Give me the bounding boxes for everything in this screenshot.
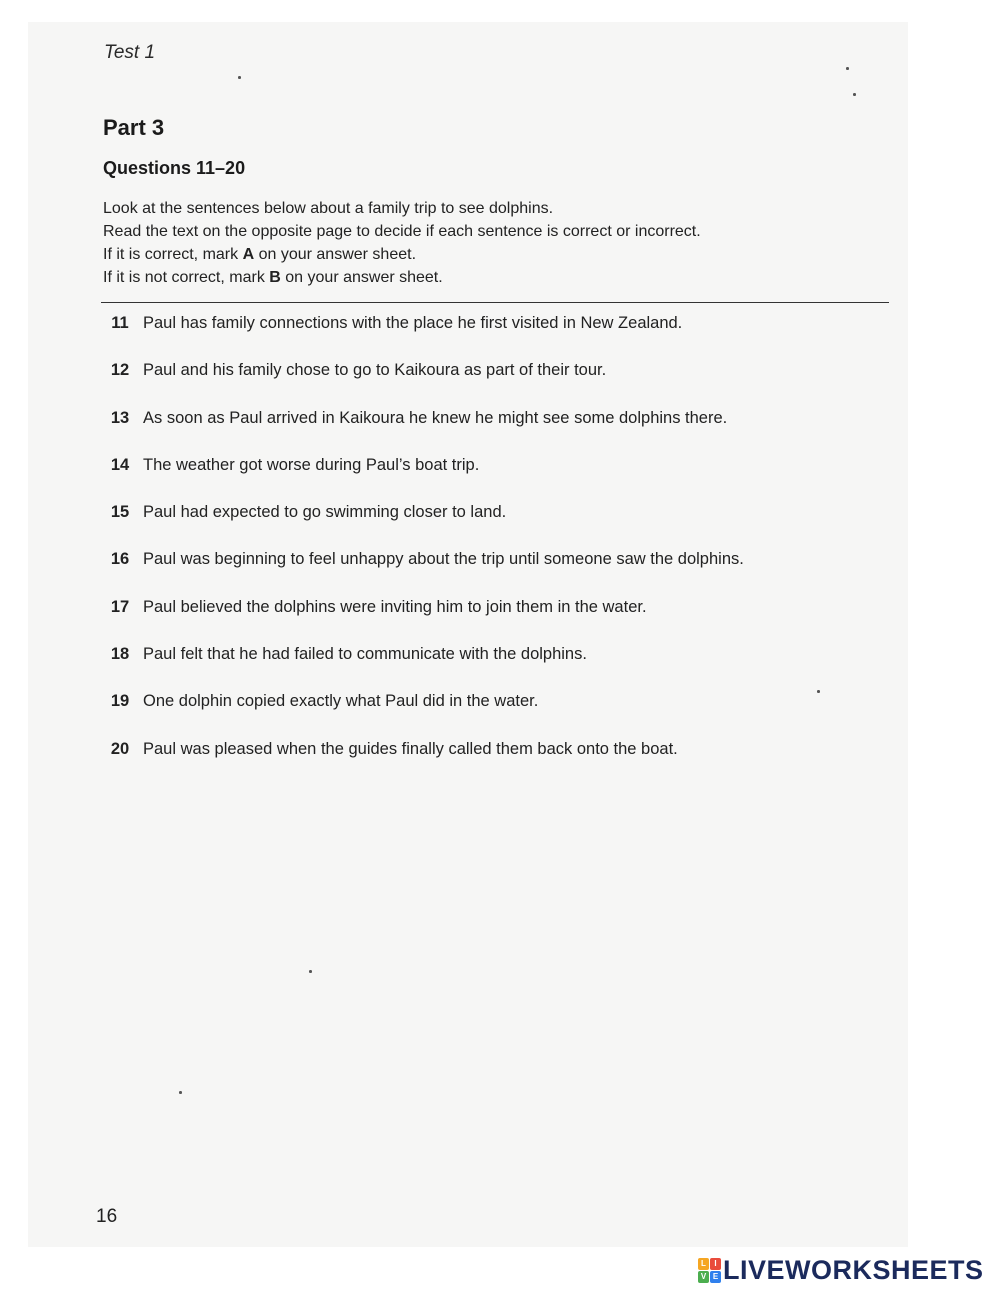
- instruction-text: If it is not correct, mark: [103, 269, 270, 286]
- question-item: [97, 409, 897, 456]
- question-number: 15: [110, 503, 130, 522]
- question-text: Paul was pleased when the guides finally called them back onto the boat.: [143, 739, 678, 758]
- question-number: 16: [110, 550, 130, 569]
- scan-speck: [179, 1091, 182, 1094]
- liveworksheets-watermark: [698, 1255, 984, 1285]
- scan-speck: [853, 93, 856, 96]
- scan-speck: [238, 76, 241, 79]
- test-label: Test 1: [104, 42, 156, 63]
- question-item: [97, 503, 897, 550]
- question-text: Paul felt that he had failed to communicate with the dolphins.: [143, 645, 587, 664]
- question-item: [97, 456, 897, 503]
- question-text: Paul was beginning to feel unhappy about the trip until someone saw the dolphins.: [143, 550, 744, 569]
- instruction-line: Read the text on the opposite page to decide if each sentence is correct or incorrect.: [103, 223, 701, 240]
- question-number: 11: [111, 314, 129, 332]
- instruction-line: Look at the sentences below about a family trip to see dolphins.: [103, 200, 554, 217]
- part-title: Part 3: [103, 115, 165, 140]
- question-number: 13: [110, 408, 130, 427]
- question-text: Paul had expected to go swimming closer to land.: [143, 503, 507, 522]
- page-number: 16: [96, 1206, 118, 1227]
- instructions: [103, 197, 893, 289]
- question-list: [97, 314, 897, 787]
- question-item: [97, 645, 897, 692]
- scan-speck: [846, 67, 849, 70]
- question-number: 20: [110, 739, 130, 758]
- question-text: One dolphin copied exactly what Paul did in the water.: [143, 692, 539, 711]
- question-item: [97, 550, 897, 597]
- divider-rule: [101, 302, 889, 303]
- instruction-line-incorrect: [103, 266, 893, 289]
- question-number: 14: [110, 455, 130, 474]
- instruction-text: If it is correct, mark: [103, 246, 243, 263]
- question-item: [97, 361, 897, 408]
- logo-letter: I: [710, 1258, 721, 1270]
- question-text: The weather got worse during Paul’s boat trip.: [143, 455, 480, 474]
- question-text: Paul and his family chose to go to Kaikoura as part of their tour.: [143, 361, 607, 380]
- answer-letter-b: B: [269, 269, 281, 286]
- question-text: Paul has family connections with the place he first visited in New Zealand.: [143, 314, 683, 332]
- question-number: 12: [110, 361, 130, 380]
- question-item: [97, 692, 897, 739]
- watermark-text: LIVEWORKSHEETS: [723, 1254, 984, 1285]
- questions-heading: Questions 11–20: [103, 158, 246, 178]
- question-number: 17: [110, 597, 130, 616]
- logo-letter: L: [698, 1258, 709, 1270]
- instruction-text: on your answer sheet.: [254, 246, 417, 263]
- instruction-line-correct: [103, 243, 893, 266]
- question-item: [97, 314, 897, 361]
- answer-letter-a: A: [242, 246, 255, 263]
- logo-letter: E: [710, 1271, 721, 1283]
- scan-speck: [309, 970, 312, 973]
- question-text: As soon as Paul arrived in Kaikoura he knew he might see some dolphins there.: [143, 408, 728, 427]
- liveworksheets-logo-icon: [698, 1258, 721, 1283]
- logo-letter: V: [698, 1271, 709, 1283]
- question-number: 19: [110, 692, 130, 711]
- question-item: [97, 598, 897, 645]
- instruction-text: on your answer sheet.: [280, 269, 443, 286]
- question-item: [97, 740, 897, 787]
- question-text: Paul believed the dolphins were inviting him to join them in the water.: [143, 597, 647, 616]
- question-number: 18: [110, 645, 130, 664]
- scan-speck: [817, 690, 820, 693]
